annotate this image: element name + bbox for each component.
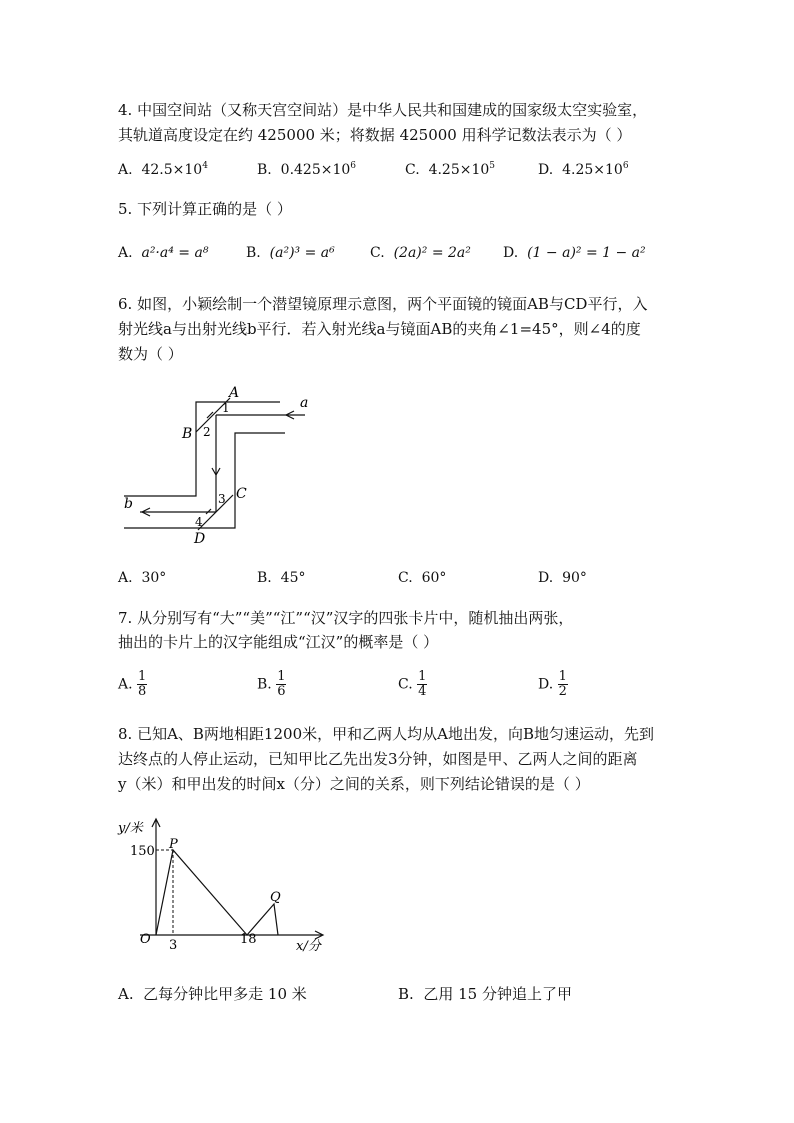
q6-option-d[interactable]: D. 90° bbox=[538, 570, 587, 586]
periscope-outer-wall bbox=[124, 402, 280, 496]
label-d-point: D bbox=[194, 531, 206, 547]
angle-label-2: 2 bbox=[203, 425, 211, 439]
fraction: $\frac{1}{4}$ bbox=[418, 669, 427, 699]
q5-stem: 5. 下列计算正确的是（ ） bbox=[118, 200, 292, 218]
distance-time-graph bbox=[110, 812, 340, 962]
q7-option-c[interactable]: C. $\frac{1}{4}$ bbox=[398, 669, 427, 699]
graph-line bbox=[156, 850, 278, 935]
label-b-point: B bbox=[182, 426, 193, 442]
fraction: $\frac{1}{8}$ bbox=[138, 669, 147, 699]
y-axis-label: y/米 bbox=[118, 821, 143, 836]
q5-option-c[interactable]: C. (2a)² = 2a² bbox=[370, 245, 471, 261]
q6-option-a[interactable]: A. 30° bbox=[118, 570, 167, 586]
q6-option-b[interactable]: B. 45° bbox=[257, 570, 306, 586]
q8-option-b[interactable]: B. 乙用 15 分钟追上了甲 bbox=[398, 985, 572, 1003]
q4-stem-line1: 4. 中国空间站（又称天宫空间站）是中华人民共和国建成的国家级太空实验室， bbox=[118, 101, 648, 119]
label-c-point: C bbox=[236, 486, 247, 502]
angle-label-1: 1 bbox=[222, 401, 230, 415]
fraction: $\frac{1}{2}$ bbox=[558, 669, 567, 699]
label-ray-a: a bbox=[300, 395, 309, 411]
q6-stem-line3: 数为（ ） bbox=[118, 345, 183, 363]
q7-stem-line1: 7. 从分别写有“大”“美”“江”“汉”汉字的四张卡片中，随机抽出两张， bbox=[118, 609, 574, 627]
q8-stem-line1: 8. 已知A、B两地相距1200米，甲和乙两人均从A地出发，向B地匀速运动，先到 bbox=[118, 725, 654, 743]
q7-option-b[interactable]: B. $\frac{1}{6}$ bbox=[257, 669, 286, 699]
q4-option-c[interactable]: C. $4.25\times 10^5$ bbox=[405, 161, 496, 178]
angle-label-4: 4 bbox=[195, 515, 203, 529]
label-a-point: A bbox=[229, 385, 240, 401]
q4-stem-line2: 其轨道高度设定在约 425000 米；将数据 425000 用科学记数法表示为（ ） bbox=[118, 126, 632, 144]
fraction: $\frac{1}{6}$ bbox=[277, 669, 286, 699]
q5-option-d[interactable]: D. (1 − a)² = 1 − a² bbox=[503, 245, 646, 261]
q7-option-a[interactable]: A. $\frac{1}{8}$ bbox=[118, 669, 147, 699]
q7-stem-line2: 抽出的卡片上的汉字能组成“江汉”的概率是（ ） bbox=[118, 633, 439, 651]
q6-stem-line1: 6. 如图，小颖绘制一个潜望镜原理示意图，两个平面镜的镜面AB与CD平行，入 bbox=[118, 295, 648, 313]
point-q-label: Q bbox=[270, 890, 281, 905]
angle-label-3: 3 bbox=[218, 492, 226, 506]
q8-stem-line3: y（米）和甲出发的时间x（分）之间的关系，则下列结论错误的是（ ） bbox=[118, 775, 590, 793]
x-axis-label: x/分 bbox=[296, 939, 321, 954]
x-tick-18: 18 bbox=[240, 932, 257, 947]
q6-option-c[interactable]: C. 60° bbox=[398, 570, 447, 586]
q7-option-d[interactable]: D. $\frac{1}{2}$ bbox=[538, 669, 567, 699]
periscope-figure bbox=[110, 380, 320, 550]
q4-option-a[interactable]: A. $42.5\times 10^4$ bbox=[118, 161, 208, 178]
q8-stem-line2: 达终点的人停止运动，已知甲比乙先出发3分钟，如图是甲、乙两人之间的距离 bbox=[118, 750, 638, 768]
q5-option-a[interactable]: A. a²·a⁴ = a⁸ bbox=[118, 245, 209, 261]
q6-stem-line2: 射光线a与出射光线b平行．若入射光线a与镜面AB的夹角∠1=45°，则∠4的度 bbox=[118, 320, 641, 338]
x-tick-3: 3 bbox=[169, 938, 178, 953]
point-p-label: P bbox=[169, 837, 178, 852]
periscope-inner-wall bbox=[124, 433, 285, 528]
q8-option-a[interactable]: A. 乙每分钟比甲多走 10 米 bbox=[118, 985, 307, 1003]
q5-option-b[interactable]: B. (a²)³ = a⁶ bbox=[246, 245, 335, 261]
label-ray-b: b bbox=[124, 496, 133, 512]
q4-option-b[interactable]: B. $0.425\times 10^6$ bbox=[257, 161, 357, 178]
q4-option-d[interactable]: D. $4.25\times 10^6$ bbox=[538, 161, 629, 178]
origin-label: O bbox=[140, 932, 151, 947]
y-tick-150: 150 bbox=[130, 844, 155, 859]
